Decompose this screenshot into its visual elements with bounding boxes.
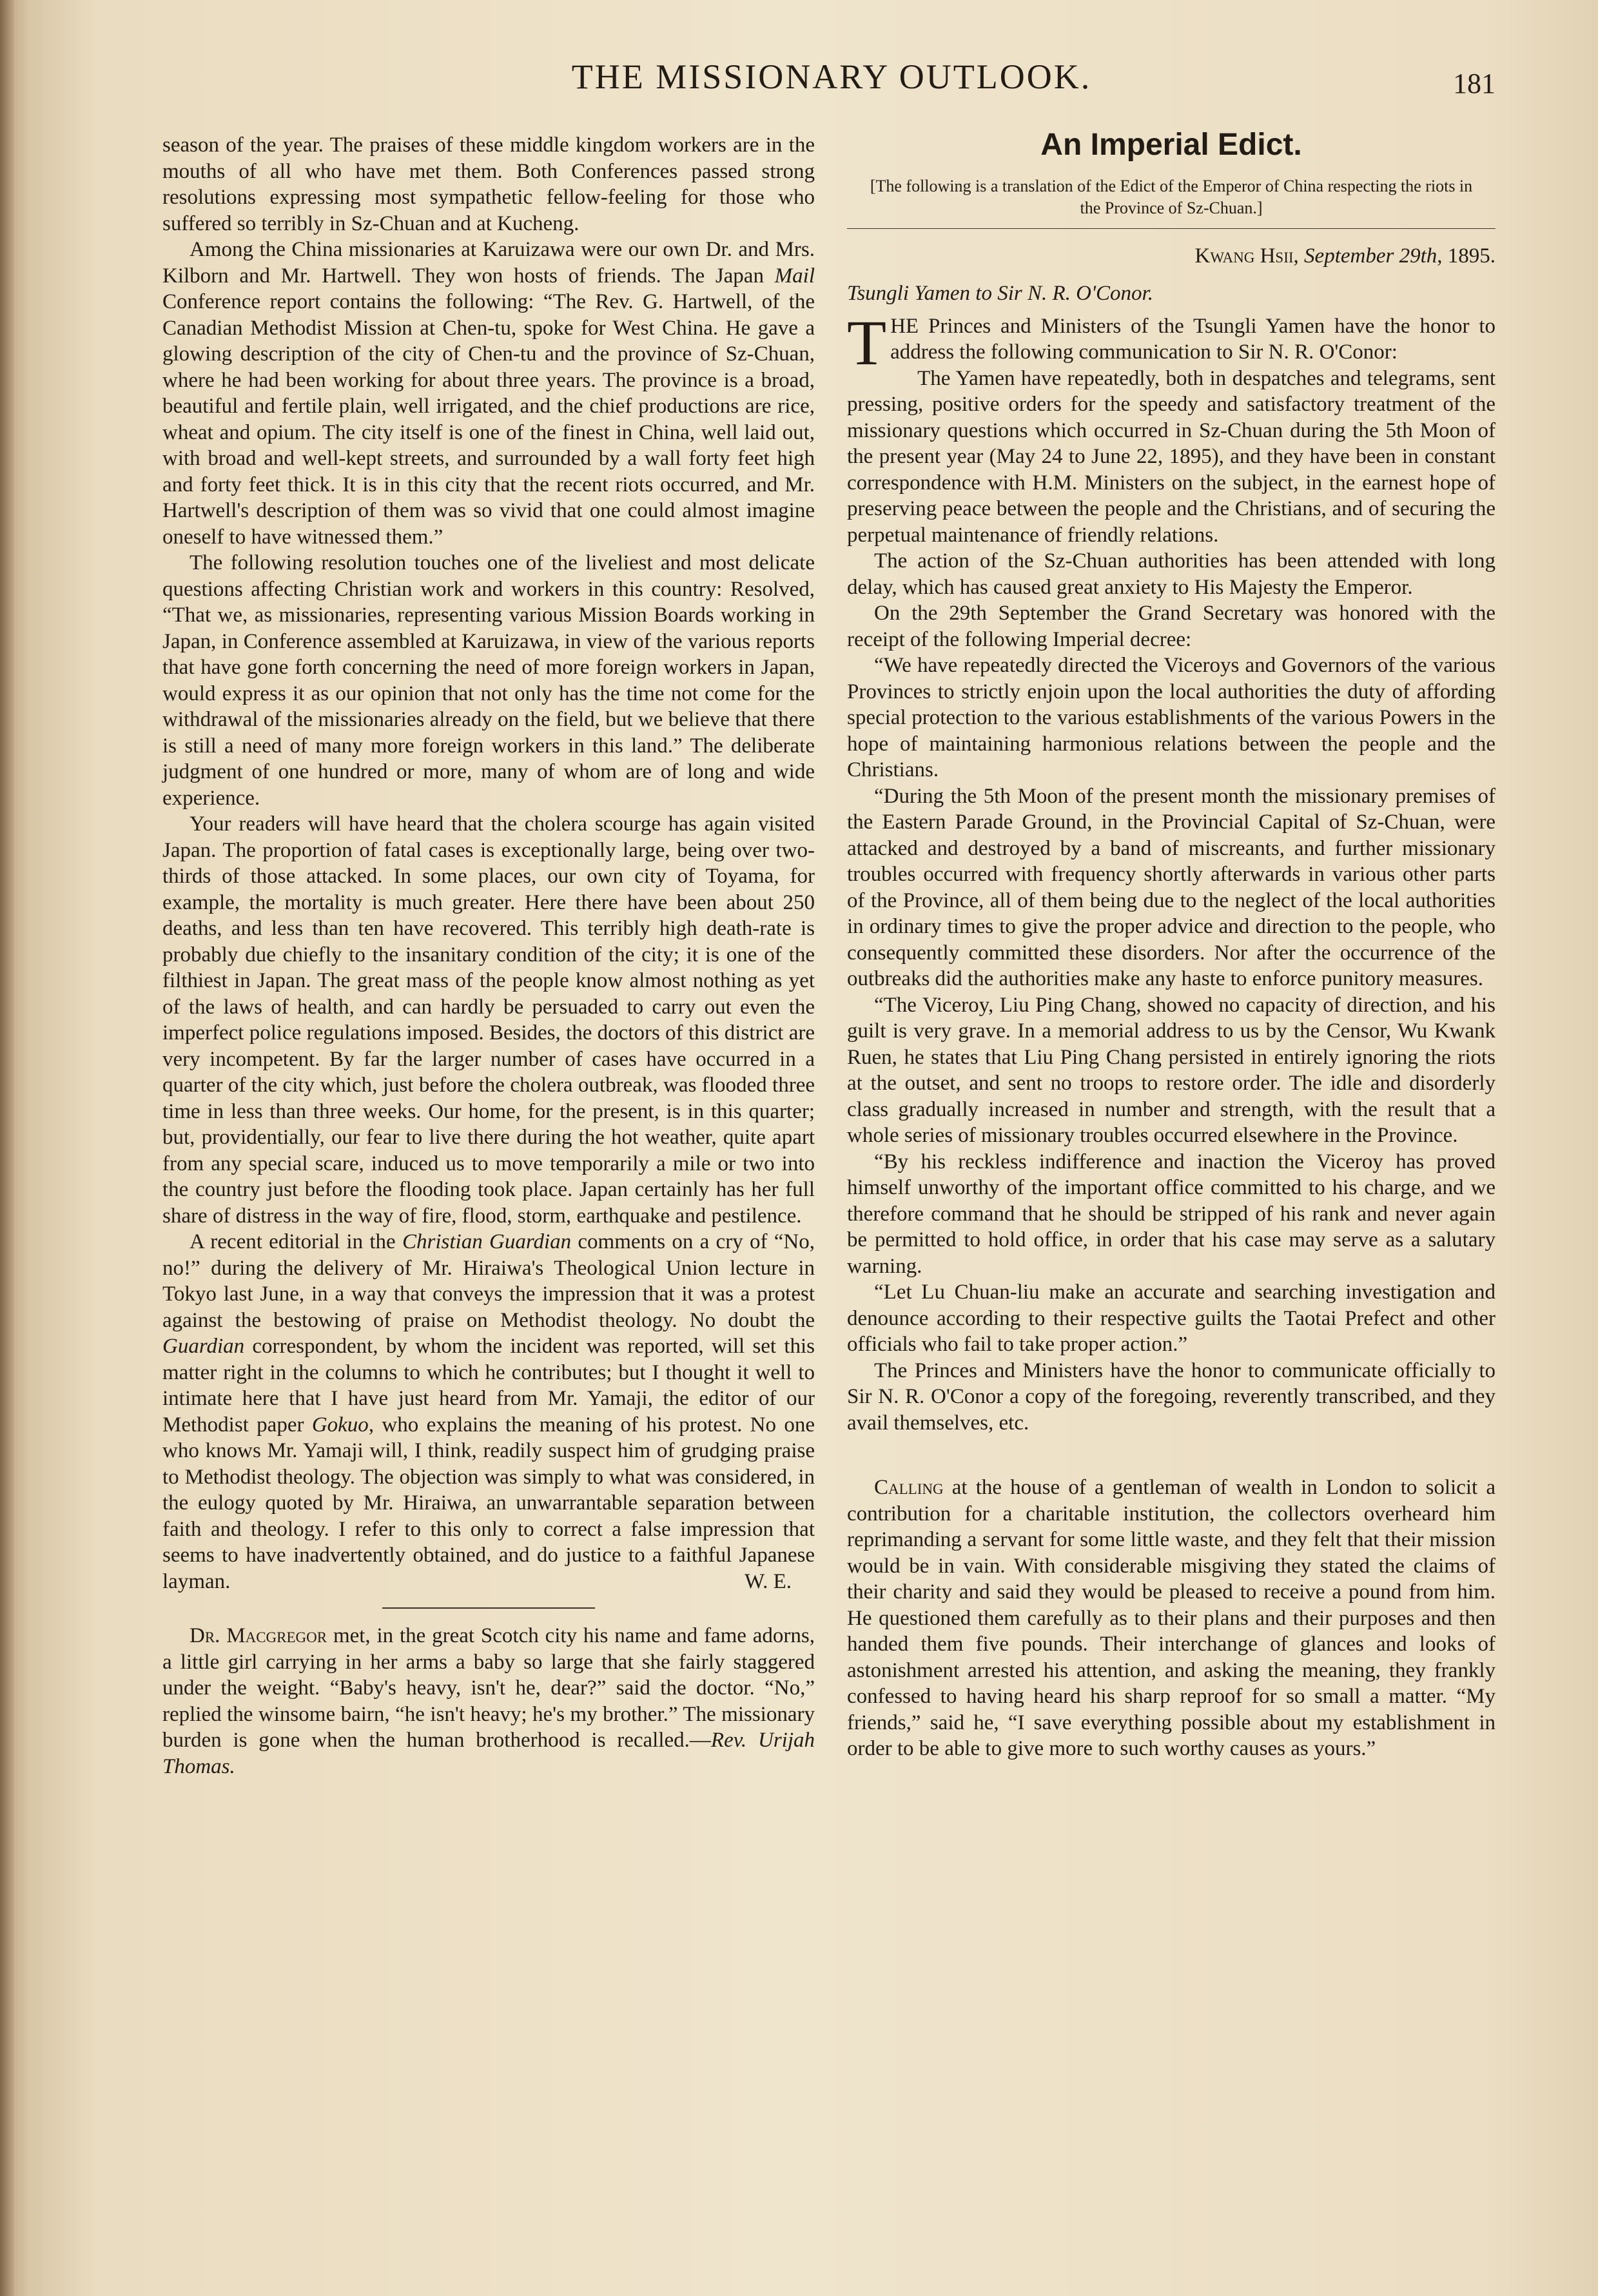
dateline: Kwang Hsii, September 29th, 1895. (1194, 244, 1496, 268)
spacer (847, 1436, 1496, 1475)
paragraph-macgregor: Dr. Macgregor met, in the great Scotch city his name and fame adorns, a little girl carrying in her arms a baby so large that she fairly staggered under the weight. “Baby's heavy, isn't he, dear?” said the doctor. “No,” replied the winsome bairn, “he isn't heavy; he's my brother.” The missionary burden is gone when the human brotherhood is recalled.—Rev. Urijah Thomas. (162, 1624, 815, 1778)
left-column (162, 132, 815, 1780)
paragraph-decree-1: “We have repeatedly directed the Viceroys and Governors of the various Provinces to strictly enjoin upon the local authorities the duty of affording special protection to the various establishments of the various Powers in the hope of maintaining harmonious relations between the people and the Christians. (847, 654, 1496, 781)
paragraph-decree-2: “During the 5th Moon of the present month the missionary premises of the Eastern Parade Ground, in the Provincial Capital of Sz-Chuan, were attacked and destroyed by a band of miscreants, and further missionary troubles occurred with frequency shortly afterwards in various other parts of the Province, all of them being due to the neglect of the local authorities in ordinary times to give the proper advice and direction to the people, who consequently committed these disorders. Nor after the occurrence of the outbreaks did the authorities make any haste to enforce punitory measures. (847, 784, 1496, 990)
gokuo-italic: Gokuo (311, 1413, 369, 1437)
guardian-italic: Guardian (162, 1335, 245, 1358)
article-headline: An Imperial Edict. (1040, 128, 1302, 162)
right-column (847, 128, 1496, 1762)
calling-lead: Calling (874, 1476, 944, 1499)
paragraph-cholera: Your readers will have heard that the cholera scourge has again visited Japan. The proportion of fatal cases is exceptionally large, being over two-thirds of those attacked. In some places, our own city of Toyama, for example, the mortality is much greater. Here there have been about 250 deaths, and less than ten have recovered. This terribly high death-rate is probably due chiefly to the insanitary condition of the city; it is one of the filthiest in Japan. The great mass of the people know almost nothing as yet of the laws of health, and can hardly be persuaded to carry out even the imperfect police regulations imposed. Besides, the doctors of this district are very incompetent. By far the larger number of cases have occurred in a quarter of the city which, just before the cholera outbreak, was flooded three time in less than three weeks. Our home, for the present, is in this quarter; but, providentially, our fear to live there during the hot weather, quite apart from any special scare, induced us to move temporarily a mile or two into the country just before the flooding took place. Japan certainly has her full share of distress in the way of fire, flood, storm, earthquake and pestilence. (162, 812, 815, 1228)
author-credit: Rev. Urijah Thomas. (162, 1729, 815, 1778)
salutation: Tsungli Yamen to Sir N. R. O'Conor. (847, 282, 1153, 305)
book-spine-shadow (0, 0, 14, 2296)
paragraph-delay: The action of the Sz-Chuan authorities has been attended with long delay, which has caused great anxiety to His Majesty the Emperor. (847, 549, 1496, 599)
paragraph-decree-3: “The Viceroy, Liu Ping Chang, showed no capacity of direction, and his guilt is very grave. In a memorial address to us by the Censor, Wu Kwank Ruen, he states that Liu Ping Chang persisted in entirely ignoring the riots at the outset, and sent no troops to restore order. The idle and disorderly class gradually increased in number and strength, with the result that a whole series of missionary troubles occurred elsewhere in the Province. (847, 993, 1496, 1147)
paragraph-resolution: The following resolution touches one of the liveliest and most delicate questions affecting Christian work and workers in this country: Resolved, “That we, as missionaries, representing various Mission Boards working in Japan, in Conference assembled at Karuizawa, in view of the various reports that have gone forth concerning the need of more foreign workers in Japan, would express it as our opinion that not only has the time not come for the withdrawal of the missionaries already on the field, but we believe that there is still a need of many more foreign workers in this land.” The deliberate judgment of one hundred or more, many of whom are of long and wide experience. (162, 551, 815, 810)
paragraph-decree-4: “By his reckless indifference and inaction the Viceroy has proved himself unworthy of the important office committed to his charge, and we therefore command that he should be stripped of his rank and never again be permitted to hold office, in order that his case may serve as a salutary warning. (847, 1150, 1496, 1278)
paragraph-guardian: A recent editorial in the Christian Guardian comments on a cry of “No, no!” during the delivery of Mr. Hiraiwa's Theological Union lecture in Tokyo last June, in a way that conveys the impression that it was a protest against the bestowing of praise on Methodist theology. No doubt the Guardian correspondent, by whom the incident was reported, will set this matter right in the columns to which he contributes; but I thought it well to intimate here that I have just heard from Mr. Yamaji, the editor of our Methodist paper Gokuo, who explains the meaning of his protest. No one who knows Mr. Yamaji will, I think, readily suspect him of grudging praise to Methodist theology. The objection was simply to what was considered, in the eulogy quoted by Mr. Hiraiwa, an unwarrantable separation between faith and theology. I refer to this only to correct a false impression that seems to have inadvertently obtained, and do justice to a faithful Japanese layman. W. E. (162, 1229, 815, 1594)
paragraph-closing: The Princes and Ministers have the honor to communicate officially to Sir N. R. O'Conor a copy of the foregoing, reverently transcribed, and they avail themselves, etc. (847, 1359, 1496, 1435)
christian-guardian-italic: Christian Guardian (402, 1230, 572, 1253)
signature-we: W. E. (744, 1569, 792, 1593)
paragraph-middle-kingdom: season of the year. The praises of these middle kingdom workers are in the mouths of all who have met them. Both Conferences passed strong resolutions expressing most sympathetic fellow-feeling for those who suffered so terribly in Sz-Chuan and at Kucheng. (162, 133, 815, 235)
intro-rule (847, 228, 1496, 229)
paragraph-karuizawa: Among the China missionaries at Karuizawa were our own Dr. and Mrs. Kilborn and Mr. Hartwell. They won hosts of friends. The Japan Mail Conference report contains the following: “The Rev. G. Hartwell, of the Canadian Methodist Mission at Chen-tu, spoke for West China. He gave a glowing description of the city of Chen-tu and the province of Sz-Chuan, where he had been working for about three years. The province is a broad, beautiful and fertile plain, well irrigated, and the chief productions are rice, wheat and opium. The city itself is one of the finest in China, well laid out, with broad and well-kept streets, and surrounded by a wall forty feet high and forty feet thick. It is in this city that the recent riots occurred, and Mr. Hartwell's description of them was so vivid that one could almost imagine oneself to have witnessed them.” (162, 238, 815, 549)
paragraph-princes-address: THE Princes and Ministers of the Tsungli Yamen have the honor to address the following communication to Sir N. R. O'Conor: (847, 306, 1496, 378)
article-intro-note: [The following is a translation of the Edict of the Emperor of China respecting the riots in the Province of Sz-Chuan.] (870, 176, 1473, 217)
macgregor-lead: Dr. Macgregor (190, 1624, 327, 1647)
mail-italic: Mail (774, 264, 815, 288)
section-divider (382, 1607, 595, 1609)
paragraph-calling: Calling at the house of a gentleman of wealth in London to solicit a contribution for a charitable institution, the collectors overheard him reprimanding a servant for some little waste, and they felt that their mission would be in vain. With considerable misgiving they stated the claims of their charity and said they would be pleased to receive a pound from him. He questioned them carefully as to their plans and their purposes and then handed them five pounds. Their interchange of glances and looks of astonishment arrested his attention, and asking the meaning, they frankly confessed to having heard his sharp reproof for so small a matter. “My friends,” said he, “I save everything possible about my establishment in order to be able to give more to such worthy causes as yours.” (847, 1476, 1496, 1760)
page-number: 181 (1453, 68, 1496, 99)
drop-cap: T (847, 306, 887, 378)
paragraph-yamen: The Yamen have repeatedly, both in despatches and telegrams, sent pressing, positive orders for the speedy and satisfactory treatment of the missionary questions which occurred in Sz-Chuan during the 5th Moon of the present year (May 24 to June 22, 1895), and they have been in constant correspondence with H.M. Ministers on the subject, in the earnest hope of preserving peace between the people and the Christians, and of securing the perpetual maintenance of friendly relations. (847, 366, 1496, 547)
paragraph-decree-5: “Let Lu Chuan-liu make an accurate and searching investigation and denounce according to their respective guilts the Taotai Prefect and other officials who fail to take proper action.” (847, 1280, 1496, 1356)
paragraph-decree-receipt: On the 29th September the Grand Secretary was honored with the receipt of the following Imperial decree: (847, 602, 1496, 651)
running-title: THE MISSIONARY OUTLOOK. (571, 57, 1092, 96)
